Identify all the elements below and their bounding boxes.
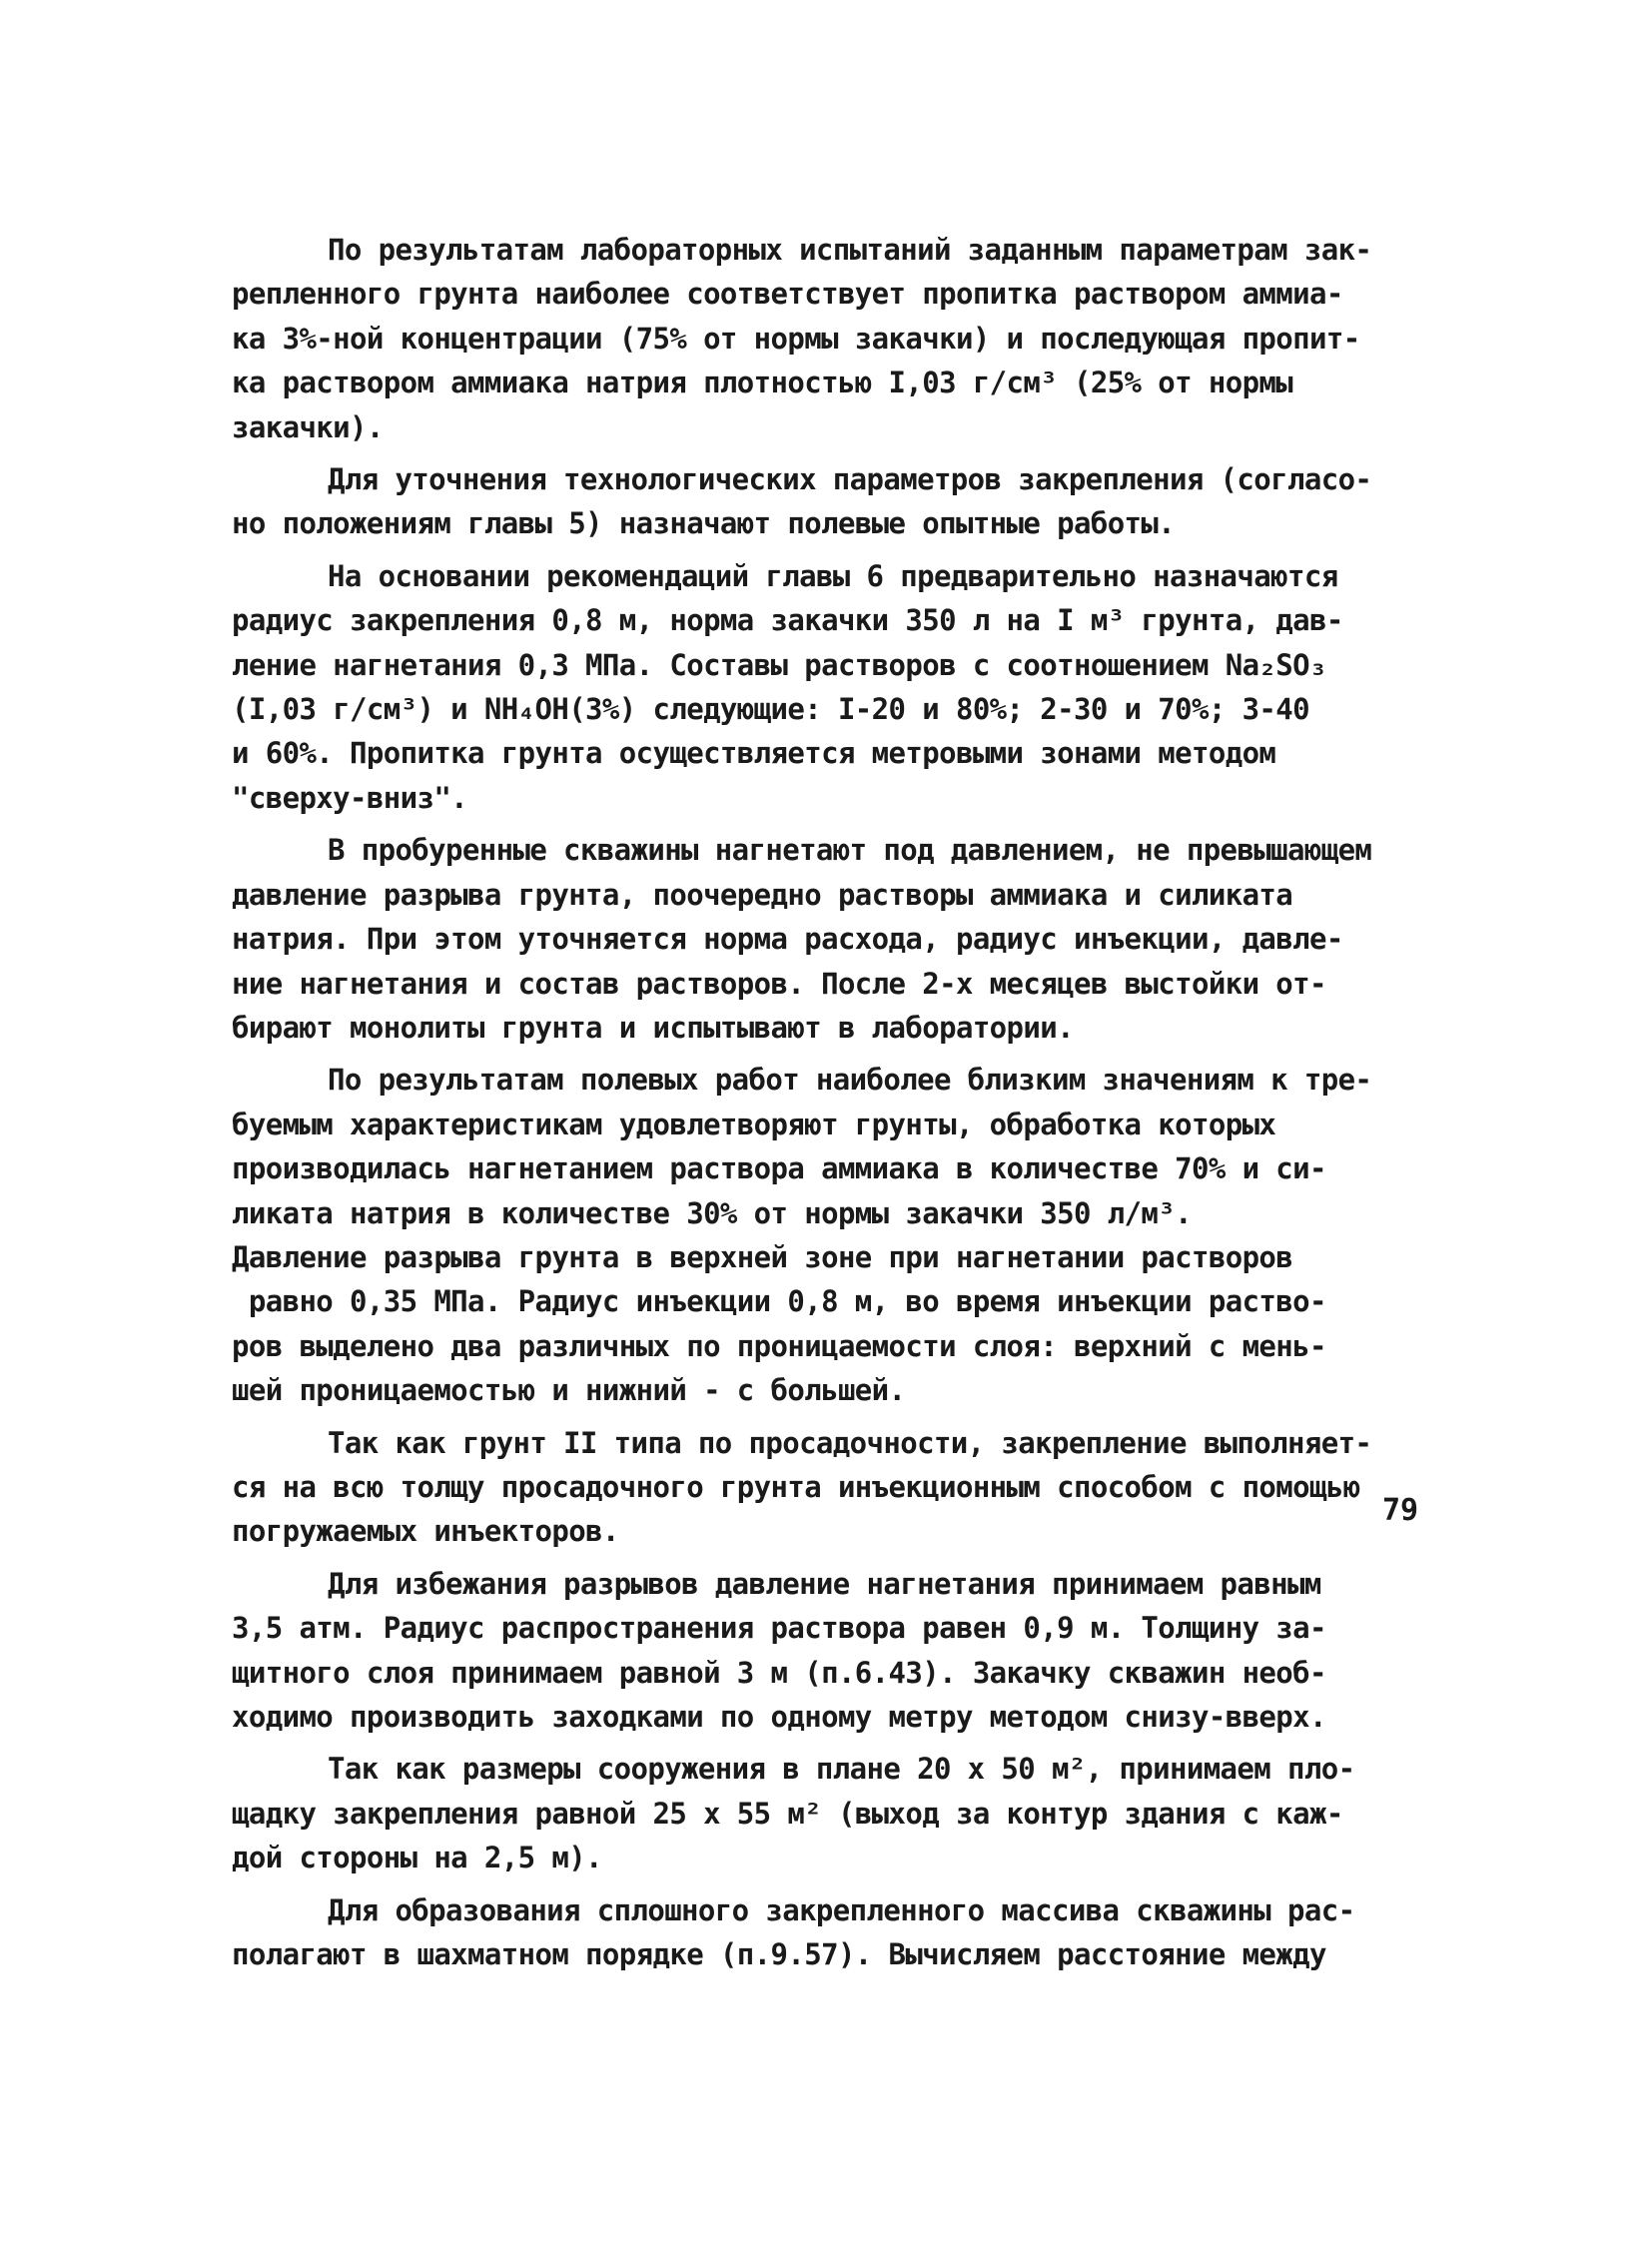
text-line: ся на всю толщу просадочного грунта инъекционным способом с помощью xyxy=(232,1469,1360,1504)
paragraph-gap xyxy=(232,820,1460,828)
paragraph-gap xyxy=(232,1880,1460,1888)
text-line: но положениям главы 5) назначают полевые опытные работы. xyxy=(232,506,1176,541)
paragraph xyxy=(232,1562,1460,1740)
text-line: По результатам лабораторных испытаний заданным параметрам зак- xyxy=(328,233,1372,267)
text-line: шей проницаемостью и нижний - с большей. xyxy=(232,1373,906,1408)
paragraph xyxy=(232,1421,1460,1554)
text-line: ка раствором аммиака натрия плотностью I,03 г/см³ (25% от нормы xyxy=(232,366,1293,400)
text-line: щадку закрепления равной 25 х 55 м² (выход за контур здания с каж- xyxy=(232,1796,1343,1831)
text-line: ка 3%-ной концентрации (75% от нормы закачки) и последующая пропит- xyxy=(232,321,1360,356)
paragraph xyxy=(232,1888,1460,1977)
text-line: репленного грунта наиболее соответствует пропитка раствором аммиа- xyxy=(232,277,1343,312)
text-line: ров выделено два различных по проницаемости слоя: верхний с мень- xyxy=(232,1328,1326,1363)
paragraph xyxy=(232,828,1460,1050)
text-line: Так как размеры сооружения в плане 20 х 50 м², принимаем пло- xyxy=(328,1752,1355,1787)
text-line: "сверху-вниз". xyxy=(232,780,468,815)
text-line: производилась нагнетанием раствора аммиака в количестве 70% и си- xyxy=(232,1151,1326,1186)
paragraph-gap xyxy=(232,1050,1460,1058)
text-line: погружаемых инъекторов. xyxy=(232,1514,619,1549)
paragraph-gap xyxy=(232,1554,1460,1562)
text-line: Для уточнения технологических параметров закрепления (согласо- xyxy=(328,462,1372,497)
text-line: Для образования сплошного закрепленного массива скважины рас- xyxy=(328,1892,1355,1927)
paragraph-gap xyxy=(232,1739,1460,1747)
paragraph xyxy=(232,457,1460,546)
text-line: буемым характеристикам удовлетворяют грунты, обработка которых xyxy=(232,1107,1276,1141)
text-line: натрия. При этом уточняется норма расхода, радиус инъекции, давле- xyxy=(232,922,1343,957)
text-line: ликата натрия в количестве 30% от нормы закачки 350 л/м³. xyxy=(232,1195,1192,1230)
paragraph xyxy=(232,554,1460,820)
text-line: 3,5 атм. Радиус распространения раствора равен 0,9 м. Толщину за- xyxy=(232,1611,1326,1646)
paragraph-gap xyxy=(232,546,1460,554)
paragraph xyxy=(232,1058,1460,1412)
text-line: дой стороны на 2,5 м). xyxy=(232,1841,602,1875)
text-line: щитного слоя принимаем равной 3 м (п.6.43). Закачку скважин необ- xyxy=(232,1655,1326,1690)
text-line: и 60%. Пропитка грунта осуществляется метровыми зонами методом xyxy=(232,736,1276,771)
text-line: В пробуренные скважины нагнетают под давлением, не превышающем xyxy=(328,833,1372,868)
text-line: ходимо производить заходками по одному метру методом снизу-вверх. xyxy=(232,1700,1326,1734)
text-line: ление нагнетания 0,3 МПа. Составы растворов с соотношением Na₂SO₃ xyxy=(232,647,1326,682)
text-line: Так как грунт II типа по просадочности, закрепление выполняет- xyxy=(328,1425,1372,1460)
paragraph-gap xyxy=(232,449,1460,457)
paragraph-gap xyxy=(232,1413,1460,1421)
text-line: бирают монолиты грунта и испытывают в лаборатории. xyxy=(232,1010,1074,1045)
text-line: Давление разрыва грунта в верхней зоне при нагнетании растворов xyxy=(232,1239,1293,1274)
text-line: равно 0,35 МПа. Радиус инъекции 0,8 м, во время инъекции раство- xyxy=(232,1284,1326,1319)
paragraph xyxy=(232,228,1460,449)
page-number: 79 xyxy=(1382,1493,1419,1528)
body-text xyxy=(232,228,1460,1976)
text-line: Для избежания разрывов давление нагнетания принимаем равным xyxy=(328,1566,1321,1601)
text-line: По результатам полевых работ наиболее близким значениям к тре- xyxy=(328,1063,1372,1098)
text-line: На основании рекомендаций главы 6 предварительно назначаются xyxy=(328,558,1338,593)
text-line: ние нагнетания и состав растворов. После 2-х месяцев выстойки от- xyxy=(232,966,1326,1001)
text-line: (I,03 г/см³) и NH₄OH(3%) следующие: I-20 и 80%; 2-30 и 70%; 3-40 xyxy=(232,692,1310,727)
text-line: давление разрыва грунта, поочередно растворы аммиака и силиката xyxy=(232,877,1293,912)
text-line: радиус закрепления 0,8 м, норма закачки 350 л на I м³ грунта, дав- xyxy=(232,603,1343,638)
text-line: полагают в шахматном порядке (п.9.57). Вычисляем расстояние между xyxy=(232,1937,1326,1972)
text-line: закачки). xyxy=(232,409,384,444)
paragraph xyxy=(232,1747,1460,1879)
